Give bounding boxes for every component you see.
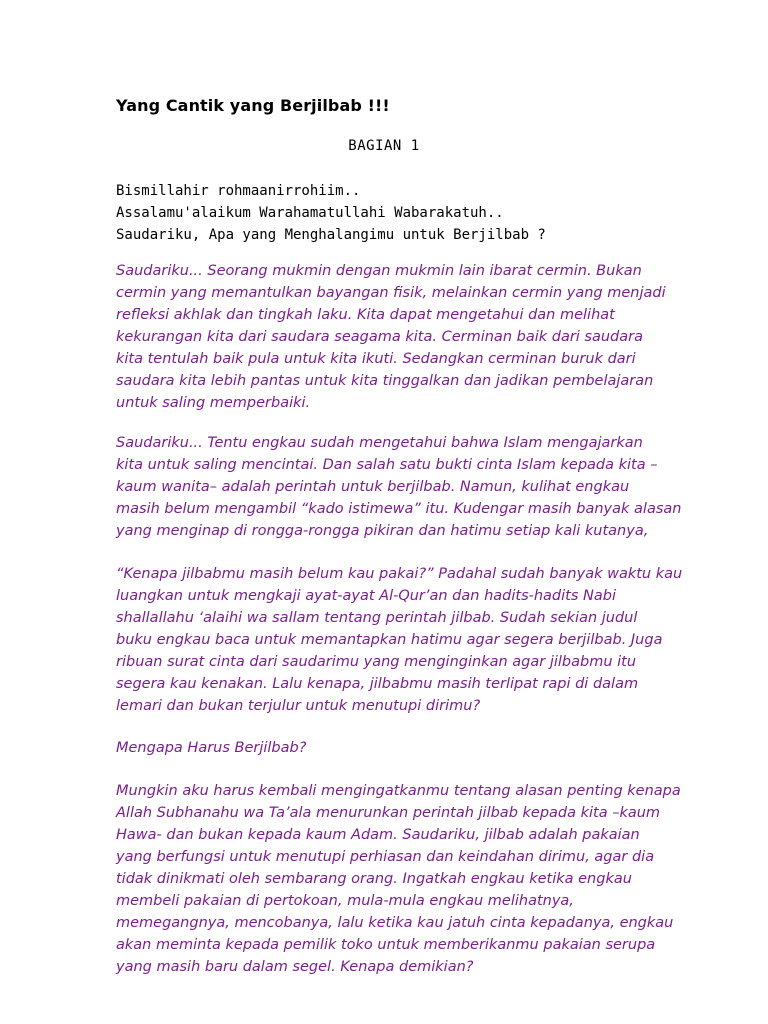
- opening-lines: [116, 180, 546, 246]
- paragraph-line: yang masih baru dalam segel. Kenapa demikian?: [116, 959, 474, 975]
- paragraph-1: [116, 260, 666, 414]
- paragraph-line: Mungkin aku harus kembali mengingatkanmu tentang alasan penting kenapa: [116, 783, 681, 799]
- opening-line: Assalamu'alaikum Warahamatullahi Wabarakatuh..: [116, 205, 504, 221]
- paragraph-line: Allah Subhanahu wa Ta’ala menurunkan perintah jilbab kepada kita –kaum: [116, 805, 661, 821]
- paragraph-line: untuk saling memperbaiki.: [116, 395, 311, 411]
- paragraph-line: luangkan untuk mengkaji ayat-ayat Al-Qur’an dan hadits-hadits Nabi: [116, 588, 616, 604]
- paragraph-line: Saudariku... Seorang mukmin dengan mukmin lain ibarat cermin. Bukan: [116, 263, 642, 279]
- paragraph-line: akan meminta kepada pemilik toko untuk memberikanmu pakaian serupa: [116, 937, 656, 953]
- paragraph-line: kita untuk saling mencintai. Dan salah satu bukti cinta Islam kepada kita –: [116, 457, 658, 473]
- opening-line: Bismillahir rohmaanirrohiim..: [116, 183, 361, 199]
- paragraph-line: kaum wanita– adalah perintah untuk berjilbab. Namun, kulihat engkau: [116, 479, 630, 495]
- paragraph-line: buku engkau baca untuk memantapkan hatimu agar segera berjilbab. Juga: [116, 632, 663, 648]
- paragraph-line: memegangnya, mencobanya, lalu ketika kau jatuh cinta kepadanya, engkau: [116, 915, 674, 931]
- paragraph-line: yang menginap di rongga-rongga pikiran dan hatimu setiap kali kutanya,: [116, 523, 649, 539]
- document-title: Yang Cantik yang Berjilbab !!!: [116, 96, 390, 115]
- subheading: Mengapa Harus Berjilbab?: [116, 740, 307, 756]
- paragraph-line: kita tentulah baik pula untuk kita ikuti. Sedangkan cerminan buruk dari: [116, 351, 636, 367]
- paragraph-line: Hawa- dan bukan kepada kaum Adam. Saudariku, jilbab adalah pakaian: [116, 827, 640, 843]
- subheading-block: [116, 737, 656, 759]
- paragraph-line: segera kau kenakan. Lalu kenapa, jilbabmu masih terlipat rapi di dalam: [116, 676, 639, 692]
- opening-line: Saudariku, Apa yang Menghalangimu untuk Berjilbab ?: [116, 227, 546, 243]
- paragraph-line: ribuan surat cinta dari saudarimu yang menginginkan agar jilbabmu itu: [116, 654, 637, 670]
- paragraph-line: tidak dinikmati oleh sembarang orang. Ingatkah engkau ketika engkau: [116, 871, 632, 887]
- paragraph-line: masih belum mengambil “kado istimewa” itu. Kudengar masih banyak alasan: [116, 501, 682, 517]
- paragraph-line: saudara kita lebih pantas untuk kita tinggalkan dan jadikan pembelajaran: [116, 373, 654, 389]
- paragraph-2: [116, 432, 682, 542]
- paragraph-line: Saudariku... Tentu engkau sudah mengetahui bahwa Islam mengajarkan: [116, 435, 643, 451]
- paragraph-4: [116, 780, 681, 978]
- paragraph-line: refleksi akhlak dan tingkah laku. Kita dapat mengetahui dan melihat: [116, 307, 615, 323]
- paragraph-line: shallallahu ‘alaihi wa sallam tentang perintah jilbab. Sudah sekian judul: [116, 610, 638, 626]
- paragraph-3: [116, 563, 683, 717]
- section-heading: BAGIAN 1: [348, 138, 420, 154]
- paragraph-line: kekurangan kita dari saudara seagama kita. Cerminan baik dari saudara: [116, 329, 643, 345]
- paragraph-line: cermin yang memantulkan bayangan fisik, melainkan cermin yang menjadi: [116, 285, 666, 301]
- paragraph-line: membeli pakaian di pertokoan, mula-mula engkau melihatnya,: [116, 893, 574, 909]
- paragraph-line: lemari dan bukan terjulur untuk menutupi dirimu?: [116, 698, 481, 714]
- paragraph-line: yang berfungsi untuk menutupi perhiasan dan keindahan dirimu, agar dia: [116, 849, 655, 865]
- paragraph-line: “Kenapa jilbabmu masih belum kau pakai?” Padahal sudah banyak waktu kau: [116, 566, 683, 582]
